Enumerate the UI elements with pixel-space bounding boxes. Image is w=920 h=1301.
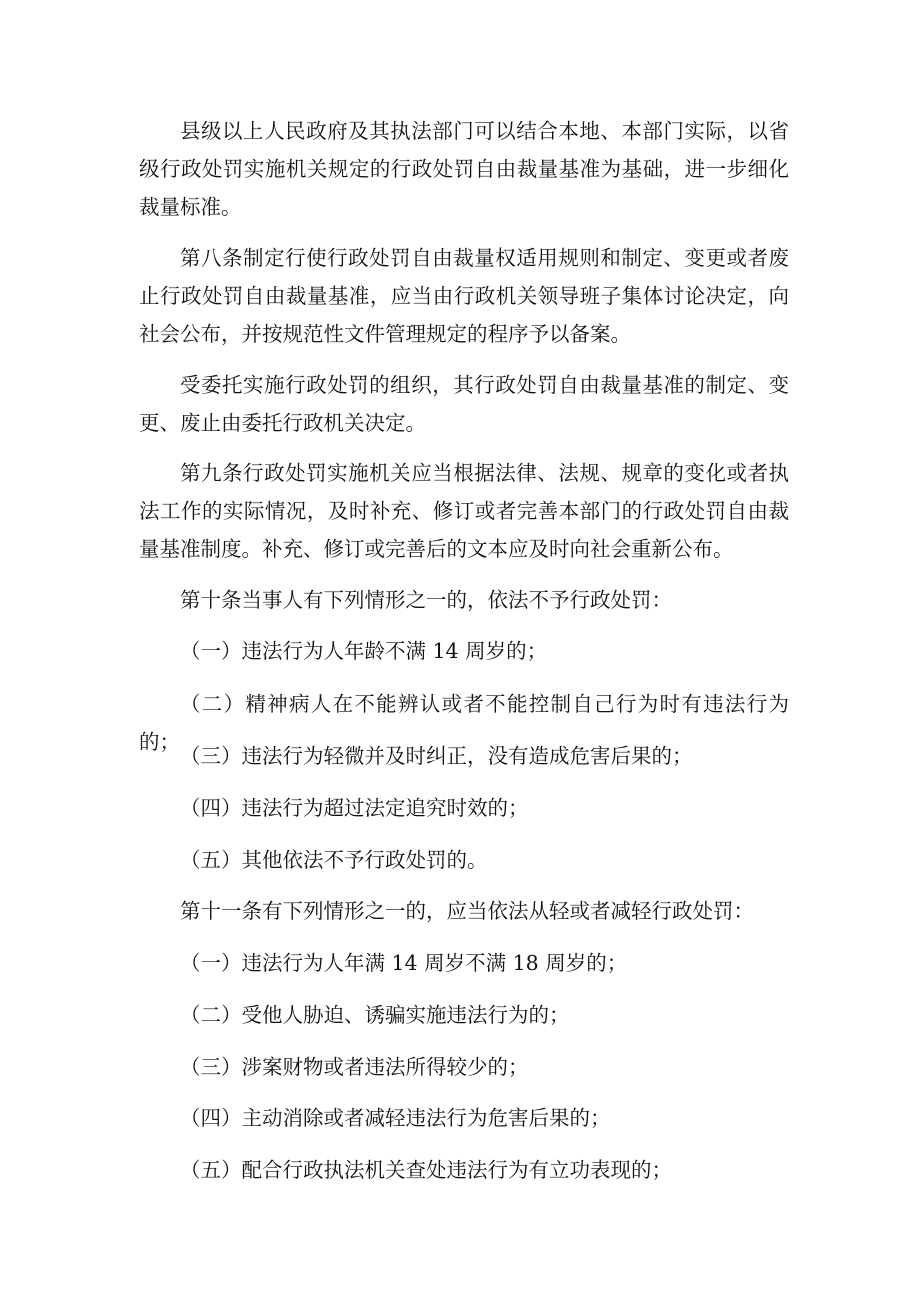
paragraph: （三）违法行为轻微并及时纠正，没有造成危害后果的； bbox=[180, 744, 693, 768]
list-item bbox=[139, 737, 789, 775]
list-item bbox=[139, 632, 789, 670]
list-item bbox=[139, 944, 789, 982]
list-item bbox=[139, 1048, 789, 1086]
paragraph-county-refinement bbox=[139, 112, 789, 226]
paragraph: 第九条行政处罚实施机关应当根据法律、法规、规章的变化或者执法工作的实际情况，及时补充、修订或者完善本部门的行政处罚自由裁量基准制度。补充、修订或完善后的文本应及时向社会重新公布。 bbox=[139, 461, 789, 561]
paragraph: 第八条制定行使行政处罚自由裁量权适用规则和制定、变更或者废止行政处罚自由裁量基准，应当由行政机关领导班子集体讨论决定，向社会公布，并按规范性文件管理规定的程序予以备案。 bbox=[139, 246, 789, 346]
paragraph-article-10 bbox=[139, 581, 789, 619]
paragraph-article-9 bbox=[139, 454, 789, 568]
paragraph: （四）违法行为超过法定追究时效的； bbox=[180, 796, 529, 820]
paragraph: （五）其他依法不予行政处罚的。 bbox=[180, 848, 488, 872]
paragraph: （四）主动消除或者减轻违法行为危害后果的； bbox=[180, 1106, 611, 1130]
paragraph: 第十一条有下列情形之一的，应当依法从轻或者减轻行政处罚： bbox=[180, 899, 754, 923]
paragraph: 第十条当事人有下列情形之一的，依法不予行政处罚： bbox=[180, 588, 672, 612]
list-item bbox=[139, 841, 789, 879]
list-item bbox=[139, 1099, 789, 1137]
paragraph: 受委托实施行政处罚的组织，其行政处罚自由裁量基准的制定、变更、废止由委托行政机关决定。 bbox=[139, 373, 789, 435]
list-item bbox=[139, 789, 789, 827]
paragraph: （一）违法行为人年满 14 周岁不满 18 周岁的； bbox=[180, 951, 628, 975]
paragraph: （五）配合行政执法机关查处违法行为有立功表现的； bbox=[180, 1158, 672, 1182]
paragraph: （三）涉案财物或者违法所得较少的； bbox=[180, 1055, 529, 1079]
paragraph-article-8 bbox=[139, 239, 789, 353]
paragraph-entrusted-org bbox=[139, 366, 789, 442]
paragraph: （二）受他人胁迫、诱骗实施违法行为的； bbox=[180, 1003, 570, 1027]
list-item bbox=[139, 996, 789, 1034]
paragraph: （二）精神病人在不能辨认或者不能控制自己行为时有违法行为的； bbox=[139, 692, 789, 754]
paragraph: （一）违法行为人年龄不满 14 周岁的； bbox=[180, 639, 548, 663]
paragraph-article-11 bbox=[139, 892, 789, 930]
list-item bbox=[139, 1151, 789, 1189]
paragraph: 县级以上人民政府及其执法部门可以结合本地、本部门实际，以省级行政处罚实施机关规定的行政处罚自由裁量基准为基础，进一步细化裁量标准。 bbox=[139, 119, 789, 219]
